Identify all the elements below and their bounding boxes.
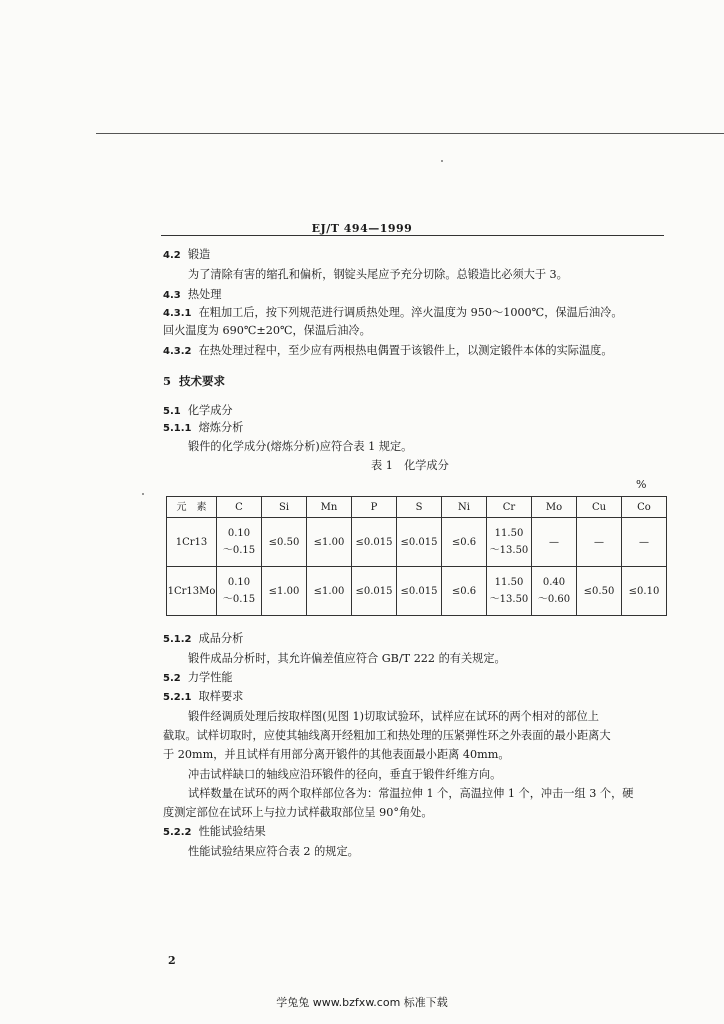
section-number: 5.1 (163, 406, 181, 417)
header-cell: Co (622, 497, 667, 518)
top-rule (96, 133, 724, 134)
scan-speck (142, 493, 144, 495)
value-cell: ≤0.015 (397, 518, 442, 567)
section-title: 熔炼分析 (198, 421, 244, 434)
section-5-1-heading (163, 404, 233, 419)
section-title: 化学成分 (187, 404, 233, 417)
value-cell: ≤1.00 (262, 567, 307, 616)
value-cell: ≤0.6 (442, 518, 487, 567)
section-5-2-2-heading (163, 825, 266, 840)
paragraph-line: 度测定部位在试环上与拉力试样截取部位呈 90°角处。 (163, 806, 433, 819)
value-line: ～13.50 (489, 545, 529, 556)
value-cell: ≤0.50 (262, 518, 307, 567)
section-5-2-heading (163, 671, 233, 686)
paragraph: 锻件成品分析时，其允许偏差值应符合 GB/T 222 的有关规定。 (188, 652, 506, 665)
value-cell: — (622, 518, 667, 567)
section-number: 5.2.1 (163, 692, 192, 703)
value-line: 11.50 (494, 577, 524, 588)
section-number: 5.1.1 (163, 423, 192, 434)
header-cell: Cr (487, 497, 532, 518)
section-number: 4.3.2 (163, 346, 192, 357)
section-4-2-heading (163, 248, 210, 263)
section-title: 成品分析 (198, 632, 244, 645)
value-line: 0.10 (227, 577, 251, 588)
value-cell: ≤0.015 (397, 567, 442, 616)
header-rule (161, 235, 664, 236)
header-cell: Cu (577, 497, 622, 518)
chemical-composition-table (166, 496, 667, 616)
paragraph (163, 306, 623, 321)
grade-cell: 1Cr13 (167, 518, 217, 567)
value-cell (487, 567, 532, 616)
value-line: 0.10 (227, 528, 251, 539)
section-title: 热处理 (187, 288, 222, 301)
paragraph: 锻件的化学成分(熔炼分析)应符合表 1 规定。 (188, 440, 413, 453)
section-title: 力学性能 (187, 671, 233, 684)
section-number: 5.2 (163, 673, 181, 684)
value-cell (487, 518, 532, 567)
section-4-3-heading (163, 288, 221, 303)
section-5-2-1-heading (163, 690, 243, 705)
header-cell: C (217, 497, 262, 518)
value-line: ～0.15 (222, 594, 256, 605)
section-5-1-1-heading (163, 421, 243, 436)
table-unit: % (636, 478, 647, 491)
header-cell: Mn (307, 497, 352, 518)
paragraph-line: 锻件经调质处理后按取样图(见图 1)切取试验环，试样应在试环的两个相对的部位上 (188, 710, 599, 723)
table-header-row (167, 497, 667, 518)
paragraph-line: 截取。试样切取时，应使其轴线离开经粗加工和热处理的压紧弹性环之外表面的最小距离大 (163, 729, 611, 742)
value-line: 11.50 (494, 528, 524, 539)
section-5-1-2-heading (163, 632, 243, 647)
section-title: 性能试验结果 (198, 825, 266, 838)
paragraph-text: 在粗加工后，按下列规范进行调质热处理。淬火温度为 950～1000℃，保温后油冷。 (198, 306, 623, 319)
table-caption: 表 1 化学成分 (371, 459, 449, 472)
paragraph: 为了清除有害的缩孔和偏析，钢锭头尾应予充分切除。总锻造比必须大于 3。 (188, 268, 568, 281)
section-title: 取样要求 (198, 690, 244, 703)
paragraph: 性能试验结果应符合表 2 的规定。 (188, 845, 359, 858)
header-cell: P (352, 497, 397, 518)
value-cell (217, 518, 262, 567)
value-line: ～13.50 (489, 594, 529, 605)
section-title: 锻造 (187, 248, 211, 261)
value-cell: ≤0.015 (352, 567, 397, 616)
value-line: ～0.15 (222, 545, 256, 556)
value-cell: ≤1.00 (307, 567, 352, 616)
paragraph (163, 344, 613, 359)
paragraph-line: 试样数量在试环的两个取样部位各为：常温拉伸 1 个，高温拉伸 1 个，冲击一组 3 个，硬 (188, 787, 634, 800)
section-5-heading (163, 374, 225, 388)
paragraph: 冲击试样缺口的轴线应沿环锻件的径向，垂直于锻件纤维方向。 (188, 768, 502, 781)
header-cell: S (397, 497, 442, 518)
header-cell: Ni (442, 497, 487, 518)
value-line: ～0.60 (537, 594, 571, 605)
header-cell: 元 素 (167, 497, 217, 518)
header-cell: Mo (532, 497, 577, 518)
header-cell: Si (262, 497, 307, 518)
section-number: 4.3 (163, 290, 181, 301)
value-cell: — (532, 518, 577, 567)
paragraph-line: 于 20mm，并且试样有用部分离开锻件的其他表面最小距离 40mm。 (163, 748, 510, 761)
scan-speck (441, 160, 443, 162)
value-cell (217, 567, 262, 616)
section-number: 4.2 (163, 250, 181, 261)
table-row (167, 567, 667, 616)
page-number: 2 (168, 954, 176, 967)
watermark-footer: 学兔兔 www.bzfxw.com 标准下载 (276, 996, 448, 1009)
grade-cell: 1Cr13Mo (167, 567, 217, 616)
value-cell: ≤0.6 (442, 567, 487, 616)
value-cell: ≤0.015 (352, 518, 397, 567)
section-number: 4.3.1 (163, 308, 192, 319)
section-number: 5.2.2 (163, 827, 192, 838)
value-cell: — (577, 518, 622, 567)
paragraph-text: 在热处理过程中，至少应有两根热电偶置于该锻件上，以测定锻件本体的实际温度。 (198, 344, 613, 357)
paragraph-line: 回火温度为 690℃±20℃，保温后油冷。 (163, 324, 371, 337)
standard-header: EJ/T 494—1999 (311, 222, 413, 235)
value-cell (532, 567, 577, 616)
value-cell: ≤1.00 (307, 518, 352, 567)
section-number: 5 (163, 374, 172, 388)
value-cell: ≤0.50 (577, 567, 622, 616)
value-cell: ≤0.10 (622, 567, 667, 616)
section-title: 技术要求 (179, 374, 226, 388)
value-line: 0.40 (542, 577, 566, 588)
section-number: 5.1.2 (163, 634, 192, 645)
table-row (167, 518, 667, 567)
